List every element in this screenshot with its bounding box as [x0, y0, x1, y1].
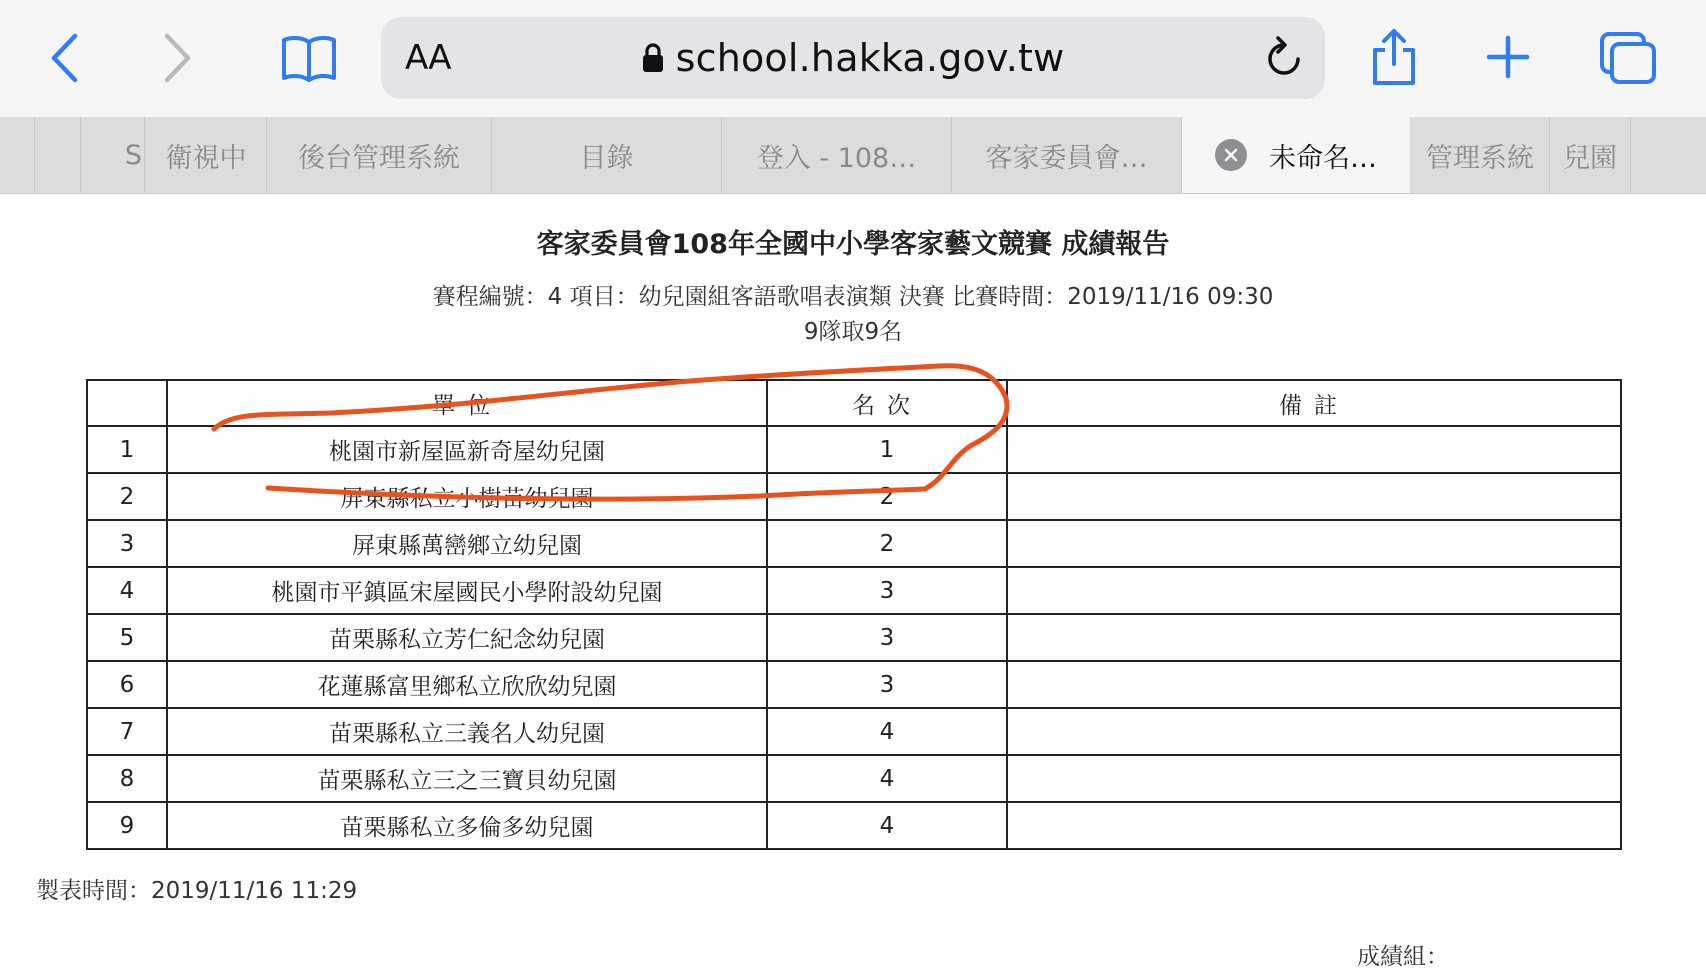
cell-unit: 桃園市新屋區新奇屋幼兒園	[167, 426, 767, 473]
cell-rank: 2	[767, 520, 1007, 567]
share-icon	[1370, 28, 1418, 86]
cell-rank: 3	[767, 661, 1007, 708]
reload-button[interactable]	[1263, 35, 1305, 83]
tabs-icon	[1599, 31, 1657, 85]
tab-label: S	[124, 139, 142, 171]
back-button[interactable]	[40, 30, 88, 86]
address-bar[interactable]	[381, 17, 1325, 99]
text-size-label: AA	[405, 38, 451, 78]
table-row	[87, 473, 1621, 520]
header-note: 備註	[1007, 380, 1621, 426]
tab-item[interactable]	[35, 117, 81, 193]
table-row	[87, 802, 1621, 849]
header-rank: 名次	[767, 380, 1007, 426]
table-header-row	[87, 380, 1621, 426]
tab-bar	[0, 117, 1706, 194]
report-subtitle: 賽程編號：4 項目：幼兒園組客語歌唱表演類 決賽 比賽時間：2019/11/16 09:30	[432, 284, 1274, 310]
cell-note	[1007, 426, 1621, 473]
tab-item[interactable]	[722, 117, 952, 193]
group-label: 成績組：	[1357, 944, 1449, 970]
cell-rank: 3	[767, 614, 1007, 661]
cell-note	[1007, 614, 1621, 661]
header-no	[87, 380, 167, 426]
browser-toolbar	[0, 0, 1706, 117]
tab-label: 後台管理系統	[298, 142, 460, 174]
table-row	[87, 708, 1621, 755]
cell-no: 4	[87, 567, 167, 614]
cell-unit: 屏東縣萬巒鄉立幼兒園	[167, 520, 767, 567]
tab-item[interactable]	[81, 117, 145, 193]
created-time: 製表時間：2019/11/16 11:29	[36, 878, 358, 904]
cell-note	[1007, 473, 1621, 520]
cell-unit: 苗栗縣私立三義名人幼兒園	[167, 708, 767, 755]
chevron-right-icon	[163, 33, 193, 83]
report-quota: 9隊取9名	[803, 319, 903, 345]
tab-item[interactable]	[267, 117, 492, 193]
cell-note	[1007, 661, 1621, 708]
tab-label: 未命名…	[1269, 142, 1377, 174]
cell-no: 7	[87, 708, 167, 755]
cell-no: 9	[87, 802, 167, 849]
tab-item[interactable]	[0, 117, 35, 193]
tab-item[interactable]	[1631, 117, 1706, 193]
cell-rank: 1	[767, 426, 1007, 473]
tab-label: 客家委員會…	[985, 142, 1148, 174]
tab-item[interactable]	[1550, 117, 1631, 193]
cell-no: 1	[87, 426, 167, 473]
reload-icon	[1263, 35, 1305, 79]
cell-rank: 4	[767, 755, 1007, 802]
cell-no: 2	[87, 473, 167, 520]
forward-button[interactable]	[154, 30, 202, 86]
table-row	[87, 755, 1621, 802]
tab-item[interactable]	[952, 117, 1182, 193]
bookmarks-button[interactable]	[278, 30, 340, 86]
cell-no: 8	[87, 755, 167, 802]
cell-rank: 4	[767, 802, 1007, 849]
table-row	[87, 426, 1621, 473]
new-tab-button[interactable]	[1484, 33, 1532, 81]
tab-item-active[interactable]	[1182, 117, 1410, 193]
tab-item[interactable]	[1411, 117, 1550, 193]
table-row	[87, 614, 1621, 661]
cell-rank: 4	[767, 708, 1007, 755]
cell-note	[1007, 567, 1621, 614]
cell-note	[1007, 755, 1621, 802]
lock-icon	[642, 43, 664, 73]
cell-no: 5	[87, 614, 167, 661]
header-unit: 單位	[167, 380, 767, 426]
cell-note	[1007, 520, 1621, 567]
tab-item[interactable]	[492, 117, 722, 193]
close-icon	[1224, 148, 1238, 162]
cell-rank: 2	[767, 473, 1007, 520]
cell-unit: 花蓮縣富里鄉私立欣欣幼兒園	[167, 661, 767, 708]
table-row	[87, 661, 1621, 708]
book-icon	[281, 34, 337, 82]
tabs-overview-button[interactable]	[1598, 30, 1658, 86]
share-button[interactable]	[1368, 26, 1420, 88]
table-row	[87, 567, 1621, 614]
tab-label: 衛視中	[165, 142, 247, 174]
cell-no: 3	[87, 520, 167, 567]
cell-rank: 3	[767, 567, 1007, 614]
cell-unit: 苗栗縣私立多倫多幼兒園	[167, 802, 767, 849]
chevron-left-icon	[49, 33, 79, 83]
cell-unit: 苗栗縣私立芳仁紀念幼兒園	[167, 614, 767, 661]
cell-unit: 桃園市平鎮區宋屋國民小學附設幼兒園	[167, 567, 767, 614]
cell-note	[1007, 708, 1621, 755]
cell-note	[1007, 802, 1621, 849]
plus-icon	[1486, 35, 1530, 79]
cell-unit: 屏東縣私立小樹苗幼兒園	[167, 473, 767, 520]
tab-label: 登入 - 108…	[756, 142, 917, 174]
tab-item[interactable]	[146, 117, 267, 193]
report-title: 客家委員會108年全國中小學客家藝文競賽 成績報告	[536, 229, 1170, 260]
cell-no: 6	[87, 661, 167, 708]
tab-label: 兒園	[1563, 142, 1617, 174]
results-table	[86, 379, 1622, 850]
url-text: school.hakka.gov.tw	[675, 36, 1065, 80]
results-table-body	[87, 426, 1621, 849]
tab-label: 目錄	[579, 142, 634, 174]
close-tab-button[interactable]	[1215, 139, 1247, 171]
cell-unit: 苗栗縣私立三之三寶貝幼兒園	[167, 755, 767, 802]
tab-label: 管理系統	[1426, 142, 1534, 174]
table-row	[87, 520, 1621, 567]
